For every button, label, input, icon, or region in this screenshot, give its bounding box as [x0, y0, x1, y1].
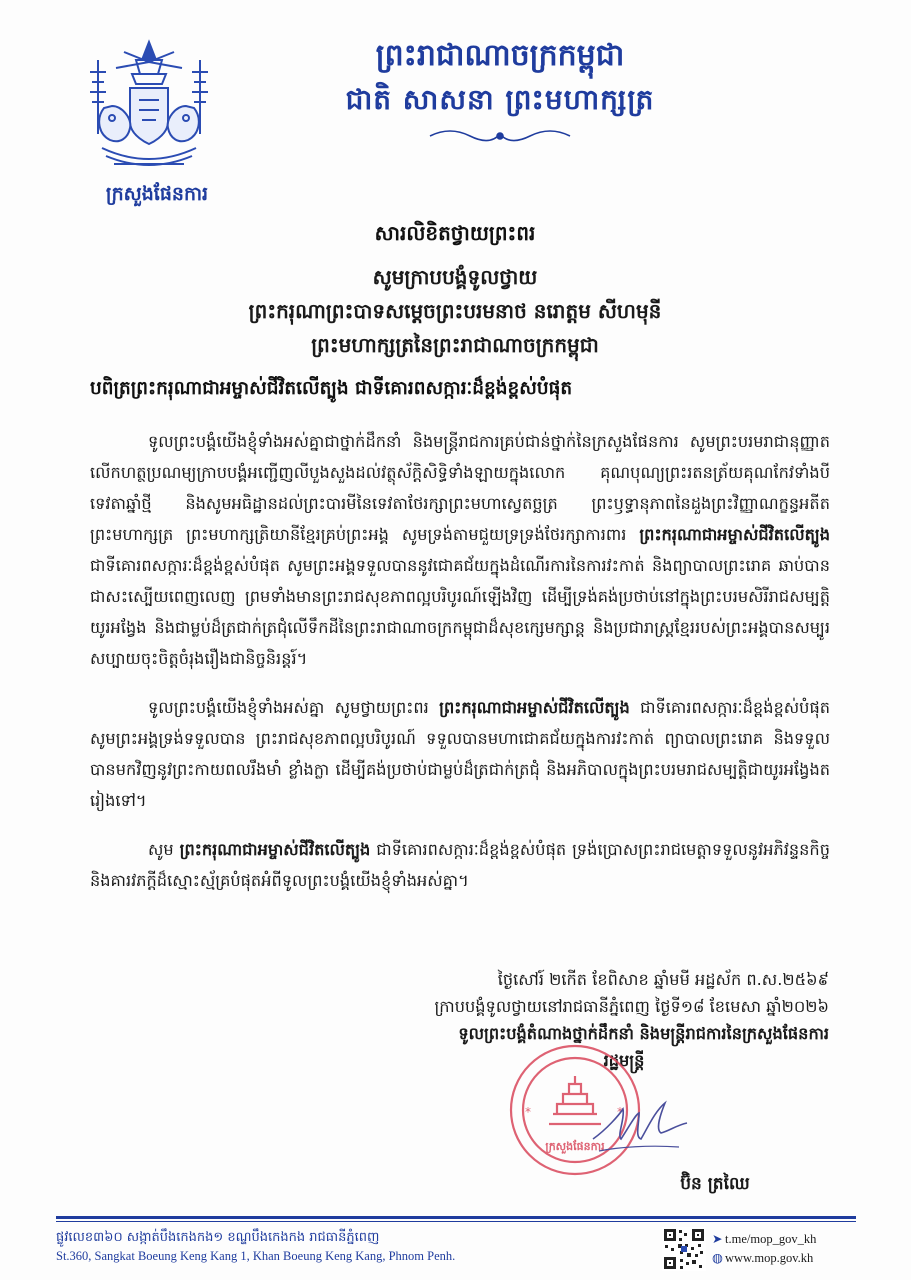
body-text: ជាទីគោរពសក្ការៈដ៏ខ្ពង់ខ្ពស់បំផុត សូមព្រះអង្គទទួលបាននូវជោគជ័យក្នុងដំណើរការនៃការវះកាត់ និងព្យាបាលព្រះរោគ ឆាប់បានជាសះស្បើយពេញលេញ ព្រមទាំងមានព្រះរាជសុខភាពល្អបរិបូរណ៍ឡើងវិញ ដើម្បីទ្រង់គង់ប្រថាប់នៅក្នុងព្រះបរមសិរីរាជសម្បត្តិយូរអង្វែង និងជាម្លប់ដ៏ត្រជាក់ត្រជុំលើទឹកដីនៃព្រះរាជាណាចក្រកម្ពុជាដ៏សុខក្សេមក្សាន្ត និងប្រជារាស្ត្រខ្មែររបស់ព្រះអង្គបានសម្បូរសប្បាយចុះចិត្តចំរុងរឿងជានិច្ចនិរន្តរ៍។: [90, 556, 830, 668]
letter-body: [90, 426, 830, 914]
body-emphasis: ព្រះករុណាជាអម្ចាស់ជីវិតលើត្បូង: [179, 840, 371, 859]
body-text: ទូលព្រះបង្គំយើងខ្ញុំទាំងអស់គ្នា សូមថ្វាយព្រះពរ: [148, 698, 440, 717]
recipient-block: [150, 260, 760, 362]
address-english: St.360, Sangkat Boeung Keng Kang 1, Khan Boeung Keng Kang, Phnom Penh.: [56, 1249, 456, 1263]
website-link[interactable]: [712, 1249, 862, 1268]
national-motto: ជាតិ សាសនា ព្រះមហាក្សត្រ: [345, 83, 655, 116]
lunar-date: ថ្ងៃសៅរ៍ ២កើត ខែពិសាខ ឆ្នាំមមី អដ្ឋស័ក ព.ស.២៥៦៩: [497, 970, 829, 989]
signature-icon: [585, 1095, 695, 1165]
signer-name: ប៊ិន ត្រឈៃ: [680, 1174, 750, 1194]
footer-divider: [56, 1221, 856, 1222]
svg-text:*: *: [525, 1105, 531, 1119]
website-text[interactable]: www.mop.gov.kh: [725, 1251, 814, 1265]
footer-links: [712, 1230, 862, 1268]
qr-code-icon[interactable]: [662, 1227, 706, 1271]
footer-divider: [56, 1216, 856, 1219]
body-emphasis: ព្រះករុណាជាអម្ចាស់ជីវិតលើត្បូង: [639, 525, 830, 544]
royal-emblem-icon: [84, 38, 214, 176]
kingdom-name: ព្រះរាជាណាចក្រកម្ពុជា: [375, 38, 625, 73]
svg-text:*: *: [617, 1105, 623, 1119]
body-paragraph: [90, 834, 830, 896]
document-type: សារលិខិតថ្វាយព្រះពរ: [374, 221, 536, 245]
telegram-icon: ➤: [712, 1232, 723, 1246]
body-text: សូម: [148, 840, 180, 859]
body-text: ជាទីគោរពសក្ការៈដ៏ខ្ពង់ខ្ពស់បំផុត សូមព្រះអង្គទ្រង់ទទួលបាន ព្រះរាជសុខភាពល្អបរិបូរណ៍ ទទួលបានមហាជោគជ័យក្នុងការវះកាត់ ព្យាបាលព្រះរោគ និងទទួលបានមកវិញនូវព្រះកាយពលរឹងមាំ ខ្លាំងក្លា ដើម្បីគង់ប្រថាប់ជាម្លប់ដ៏ត្រជាក់ត្រជុំ និងអភិបាលក្នុងព្រះបរមរាជសម្បត្តិជាយូរអង្វែងតរៀងទៅ។: [90, 698, 830, 810]
address-khmer: ផ្លូវលេខ៣៦០ សង្កាត់បឹងកេងកង១ ខណ្ឌបឹងកេងកង រាជធានីភ្នំពេញ: [56, 1230, 380, 1245]
body-text: ជាទីគោរពសក្ការៈដ៏ខ្ពង់ខ្ពស់បំផុត ទ្រង់ប្រោសព្រះរាជមេត្តាទទួលនូវអភិវន្ទនកិច្ច និងគារវភក្តីដ៏ស្មោះស្ម័គ្របំផុតអំពីទូលព្រះបង្គំយើងខ្ញុំទាំងអស់គ្នា។: [90, 840, 830, 890]
kingdom-header: [300, 34, 700, 122]
recipient-line: ព្រះមហាក្សត្រនៃព្រះរាជាណាចក្រកម្ពុជា: [311, 333, 599, 357]
body-paragraph: [90, 426, 830, 674]
minister-title: រដ្ឋមន្ត្រី: [603, 1051, 645, 1070]
body-text: ទូលព្រះបង្គំយើងខ្ញុំទាំងអស់គ្នាជាថ្នាក់ដឹកនាំ និងមន្ត្រីរាជការគ្រប់ជាន់ថ្នាក់នៃក្រសួងផែនការ សូមព្រះបរមរាជានុញ្ញាតលើកហត្ថប្រណម្យក្រាបបង្គំអញ្ជើញលីបួងសួងដល់វត្ថុស័ក្តិសិទ្ធិទាំងឡាយក្នុងលោក គុណបុណ្យព្រះរតនត្រ័យគុណកែវទាំងបី ទេវតាឆ្នាំថ្មី និងសូមអធិដ្ឋានដល់ព្រះបារមីនៃទេវតាថែរក្សាព្រះមហាស្វេតច្ឆត្រ ព្រះឫទ្ធានុភាពនៃដួងព្រះវិញ្ញាណក្ខន្ធអតីតព្រះមហាក្សត្រ ព្រះមហាក្សត្រិយានីខ្មែរគ្រប់ព្រះអង្គ សូមទ្រង់តាមជួយទ្រទ្រង់ថែរក្សាការពារ: [90, 432, 830, 544]
footer-address: [56, 1228, 616, 1266]
telegram-text[interactable]: t.me/mop_gov_kh: [725, 1232, 817, 1246]
globe-icon: ◍: [712, 1251, 723, 1265]
on-behalf-line: ទូលព្រះបង្គំតំណាងថ្នាក់ដឹកនាំ និងមន្ត្រីរាជការនៃក្រសួងផែនការ: [458, 1024, 829, 1043]
stamp-text: ក្រសួងផែនការ: [545, 1140, 605, 1153]
recipient-line: សូមក្រាបបង្គំទូលថ្វាយ: [372, 265, 538, 289]
recipient-line: ព្រះករុណាព្រះបាទសម្ដេចព្រះបរមនាថ នរោត្ដម សីហមុនី: [248, 299, 662, 323]
salutation-subject: បពិត្រព្រះករុណាជាអម្ចាស់ជីវិតលើត្បូង ជាទីគោរពសក្ការៈដ៏ខ្ពង់ខ្ពស់បំផុត: [90, 378, 573, 399]
body-emphasis: ព្រះករុណាជាអម្ចាស់ជីវិតលើត្បូង: [439, 698, 630, 717]
solar-date: ក្រាបបង្គំទូលថ្វាយនៅរាជធានីភ្នំពេញ ថ្ងៃទី១៨ ខែមេសា ឆ្នាំ២០២៦: [434, 997, 829, 1016]
ministry-name: ក្រសួងផែនការ: [105, 183, 209, 205]
telegram-link[interactable]: [712, 1230, 862, 1249]
body-paragraph: [90, 692, 830, 816]
ornament-divider-icon: [420, 126, 580, 146]
